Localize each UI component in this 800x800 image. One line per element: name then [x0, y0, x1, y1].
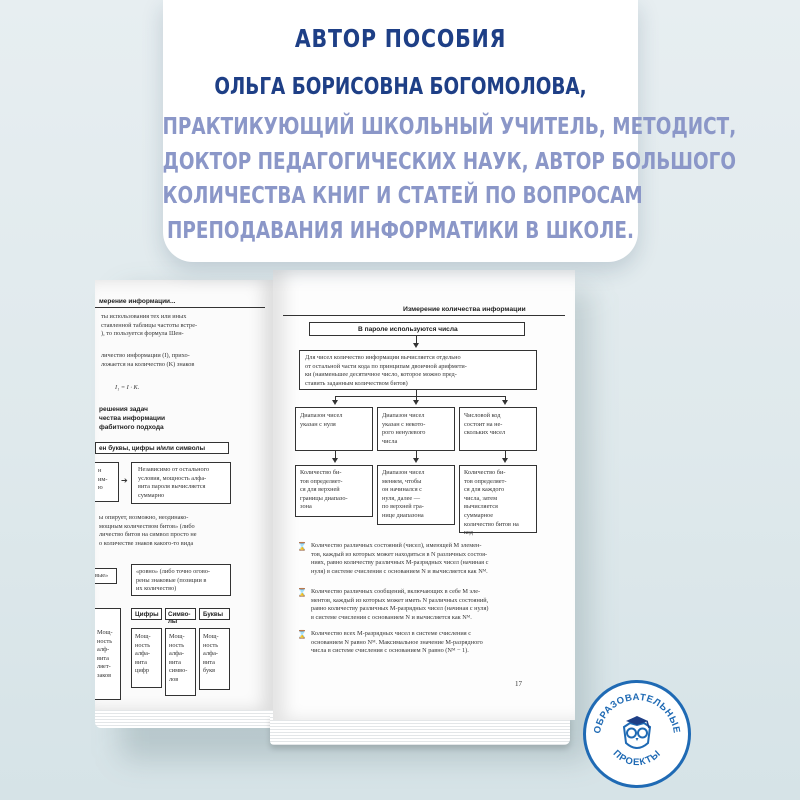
- hourglass-icon: ⌛: [297, 542, 307, 551]
- left-box-2: «ровно» (либо точно огово- рены знаковые (позиции в их количество): [131, 564, 231, 596]
- mid-box-1: Диапазон чисел указан с нуля: [295, 407, 373, 451]
- col-box-0: Мощ- ность алф- вита ляет- заков: [95, 608, 121, 700]
- publisher-badge: [583, 680, 691, 788]
- publisher-logo: [586, 683, 688, 785]
- low-box-3: Количество би- тов определяет- ся для каждого числа, затем вычисляется суммарное количество битов на код: [459, 465, 537, 533]
- description-line: ПРЕПОДАВАНИЯ ИНФОРМАТИКИ В ШКОЛЕ.: [167, 217, 634, 244]
- svg-text:ПРОЕКТЫ: [611, 748, 664, 768]
- col-box-1: Мощ- ность алфа- вита цифр: [131, 628, 162, 688]
- note-1: Количество различных состояний (чисел), имеющей M элемен- тов, каждый из которых может находиться в N различных состоя- ниях, равно количеству различных M-разрядных чисел (начиная с нуля) в системе счисления с основанием N и вычисляется как Nᴹ.: [311, 542, 489, 575]
- card-title: АВТОР ПОСОБИЯ: [294, 24, 507, 53]
- description-line: ДОКТОР ПЕДАГОГИЧЕСКИХ НАУК, АВТОР БОЛЬШОГО: [162, 148, 737, 175]
- left-small-box: н им- ю: [95, 462, 119, 502]
- author-card: [162, 0, 737, 262]
- col-head-3: Буквы: [199, 608, 230, 620]
- left-box-1: Независимо от остального условия, мощность алфа- вита пароля вычисляется суммарно: [131, 462, 231, 504]
- description-line: ПРАКТИКУЮЩИЙ ШКОЛЬНЫЙ УЧИТЕЛЬ, МЕТОДИСТ,: [162, 114, 737, 140]
- left-box-2a: вые»: [95, 568, 117, 584]
- page-number: 17: [515, 680, 522, 688]
- mid-box-2: Диапазон чисел указан с некото- рого ненулевого числа: [377, 407, 455, 451]
- col-head-2: Симво-лы: [165, 608, 196, 620]
- col-head-1: Цифры: [131, 608, 162, 620]
- left-para-1: ты использования тех или иных ставленной таблицы частоты встре- ), то пользуется формула Шен-: [101, 313, 198, 338]
- left-page-header: мерение информации...: [99, 298, 176, 305]
- author-description: [162, 110, 737, 248]
- col-box-2: Мощ- ность алфа- вита симво- лов: [165, 628, 196, 696]
- page-stack-left: [95, 708, 273, 728]
- hourglass-icon: ⌛: [297, 630, 307, 639]
- description-line: КОЛИЧЕСТВА КНИГ И СТАТЕЙ ПО ВОПРОСАМ: [162, 183, 643, 209]
- left-para-2: личество информации (I), прихо- ложается на количество (K) знаков: [101, 352, 195, 368]
- left-band: ен буквы, цифры и/или символы: [95, 442, 229, 454]
- badge-text-bottom: ПРОЕКТЫ: [610, 747, 664, 769]
- owl-icon: [624, 716, 650, 748]
- note-2: Количество различных сообщений, включающих в себе M эле- ментов, каждый из которых может иметь N различных состояний, равно количеству различных M-разрядных чисел (начиная с нуля) в системе счисления с основанием N и вычисляется как Nᴹ.: [311, 588, 489, 621]
- hourglass-icon: ⌛: [297, 588, 307, 597]
- low-box-2: Диапазон чисел меняем, чтобы он начинался с нуля, далее — по верхней гра- нице диапазона: [377, 465, 455, 525]
- big-box: Для чисел количество информации вычисляется отдельно от остальной части кода по принципам двоичной арифмети- ки (наименьшее десятичное число, которое можно пред- ставить заданным количеством битов): [299, 350, 537, 390]
- right-page: [273, 270, 575, 720]
- formula: I₁ = I · K.: [115, 384, 140, 391]
- mid-box-3: Числовой код состоит на не- скольких чисел: [459, 407, 537, 451]
- col-box-3: Мощ- ность алфа- вита букв: [199, 628, 230, 690]
- badge-text-top: ОБРАЗОВАТЕЛЬНЫЕ: [592, 691, 682, 735]
- note-3: Количество всех M-разрядных чисел в системе счисления с основанием N равно Nᴹ. Максимальное значение M-разрядного числа в системе счисления с основанием N равно (Nᴹ − 1).: [311, 630, 483, 655]
- open-book: [95, 270, 575, 750]
- left-page: мерение информации... ты использования тех или иных ставленной таблицы частоты встре- ), то пользуется формула Шен- личество информации (I), прихо- ложается на количество (K) знаков I₁ = I · K. решения задач чества информации фабитного подхода ен буквы, цифры и/или символы н им- ю ➔ Независимо от остального условия, мощность алфа- вита пароля вычисляется суммарно ы опирует, возможно, неодинако- мощным количеством битов» (либо личество битов на символ просто не о количестве знаков какого-то вида вые» «ровно» (либо точно огово- рены знаковые (позиции в их количество) Мощ- ность алф- вита ляет- заков Цифры Мощ- ность алфа- вита цифр Симво-лы Мощ- ность алфа- вита симво- лов Буквы Мощ- ность алфа- вита букв: [95, 280, 273, 710]
- left-headings: решения задач чества информации фабитного подхода: [99, 406, 166, 431]
- top-box: В пароле используются числа: [309, 322, 525, 336]
- low-box-1: Количество би- тов определяет- ся для верхней границы диапазо- зона: [295, 465, 373, 517]
- right-page-header: Измерение количества информации: [403, 306, 526, 313]
- left-para-3: ы опирует, возможно, неодинако- мощным количеством битов» (либо личество битов на символ просто не о количестве знаков какого-то вида: [99, 514, 197, 547]
- author-name: ОЛЬГА БОРИСОВНА БОГОМОЛОВА,: [214, 74, 587, 100]
